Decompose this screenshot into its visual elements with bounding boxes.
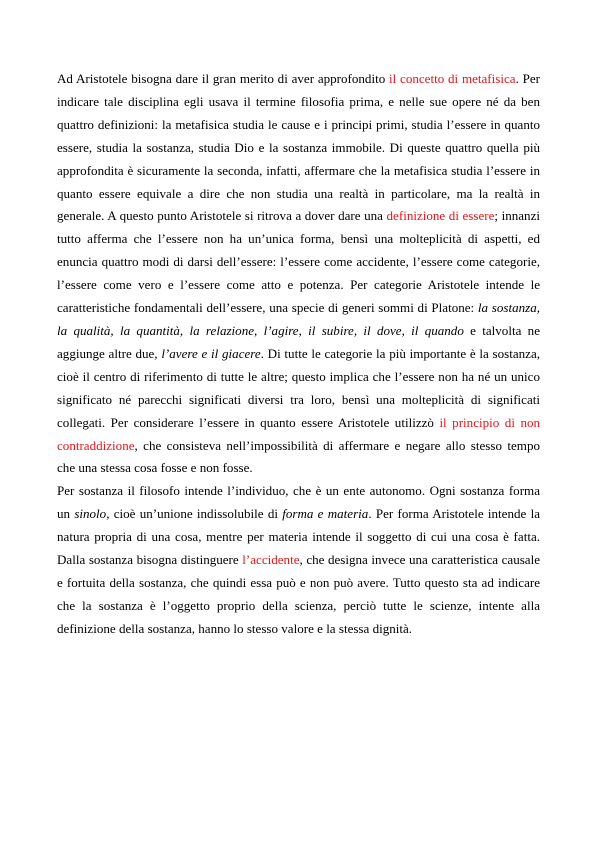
text-segment: e talvolta ne aggiunge altre due, <box>57 322 540 361</box>
text-segment: . Per forma Aristotele intende la natura propria di una cosa, mentre per materia intende il soggetto di cui una cosa è fatta. Dalla sostanza bisogna distinguere <box>57 506 540 568</box>
text-segment: Per sostanza il filosofo intende l’individuo, che è un ente autonomo. Ogni sostanza forma un <box>57 483 540 522</box>
document-page <box>57 68 540 641</box>
paragraph-aristotle-metaphysics <box>57 68 540 480</box>
text-segment: Ad Aristotele bisogna dare il gran merito di aver approfondito <box>57 71 390 86</box>
italic-forma-materia: forma e materia <box>282 506 369 522</box>
text-segment: , che consisteva nell’impossibilità di affermare e negare allo stesso tempo che una stessa cosa fosse e non fosse. <box>57 437 540 476</box>
italic-categorie-list: la sostanza, la qualità, la quantità, la relazione, l’agire, il subire, il dove, il quando <box>57 300 541 338</box>
text-segment: , che designa invece una caratteristica causale e fortuita della sostanza, che quindi essa può e non può avere. Tutto questo sta ad indicare che la sostanza è l’oggetto proprio della scienza, perciò tutte le scienze, intente alla definizione della sostanza, hanno lo stesso valore e la stessa dignità. <box>57 552 540 636</box>
text-segment: , cioè un’unione indissolubile di <box>106 506 283 522</box>
highlight-accidente: l’accidente <box>242 552 300 568</box>
italic-sinolo: sinolo <box>74 506 107 522</box>
italic-avere-giacere: l’avere e il giacere <box>161 345 261 361</box>
highlight-principio-non-contraddizione: il principio di non contraddizione <box>57 414 541 453</box>
text-segment: . Per indicare tale disciplina egli usava il termine filosofia prima, e nelle sue opere né da ben quattro definizioni: la metafisica studia le cause e i principi primi, studia l’essere in quanto essere, studia la sostanza, studia Dio e la sostanza immobile. Di queste quattro quella più approfondita è sicuramente la seconda, infatti, affermare che la metafisica studia l’essere in quanto essere equivale a dire che non studia una realtà in particolare, ma la realtà in generale. A questo punto Aristotele si ritrova a dover dare una <box>57 71 540 224</box>
paragraph-sostanza <box>57 480 540 640</box>
highlight-concetto-metafisica: il concetto di metafisica <box>389 71 516 86</box>
highlight-definizione-essere: definizione di essere <box>386 208 495 224</box>
text-segment: ; innanzi tutto afferma che l’essere non ha un’unica forma, bensì una molteplicità di aspetti, ed enuncia quattro modi di darsi dell’essere: l’essere come accidente, l’essere come categorie, l’essere come vero e l’essere come atto e potenza. Per categorie Aristotele intende le caratteristiche fondamentali dell’essere, una specie di generi sommi di Platone: <box>57 208 540 316</box>
text-segment: . Di tutte le categorie la più importante è la sostanza, cioè il centro di riferimento di tutte le altre; questo implica che l’essere non ha né un unico significato né parecchi significati diversi tra loro, bensì una molteplicità di significati collegati. Per considerare l’essere in quanto essere Aristotele utilizzò <box>57 345 541 430</box>
